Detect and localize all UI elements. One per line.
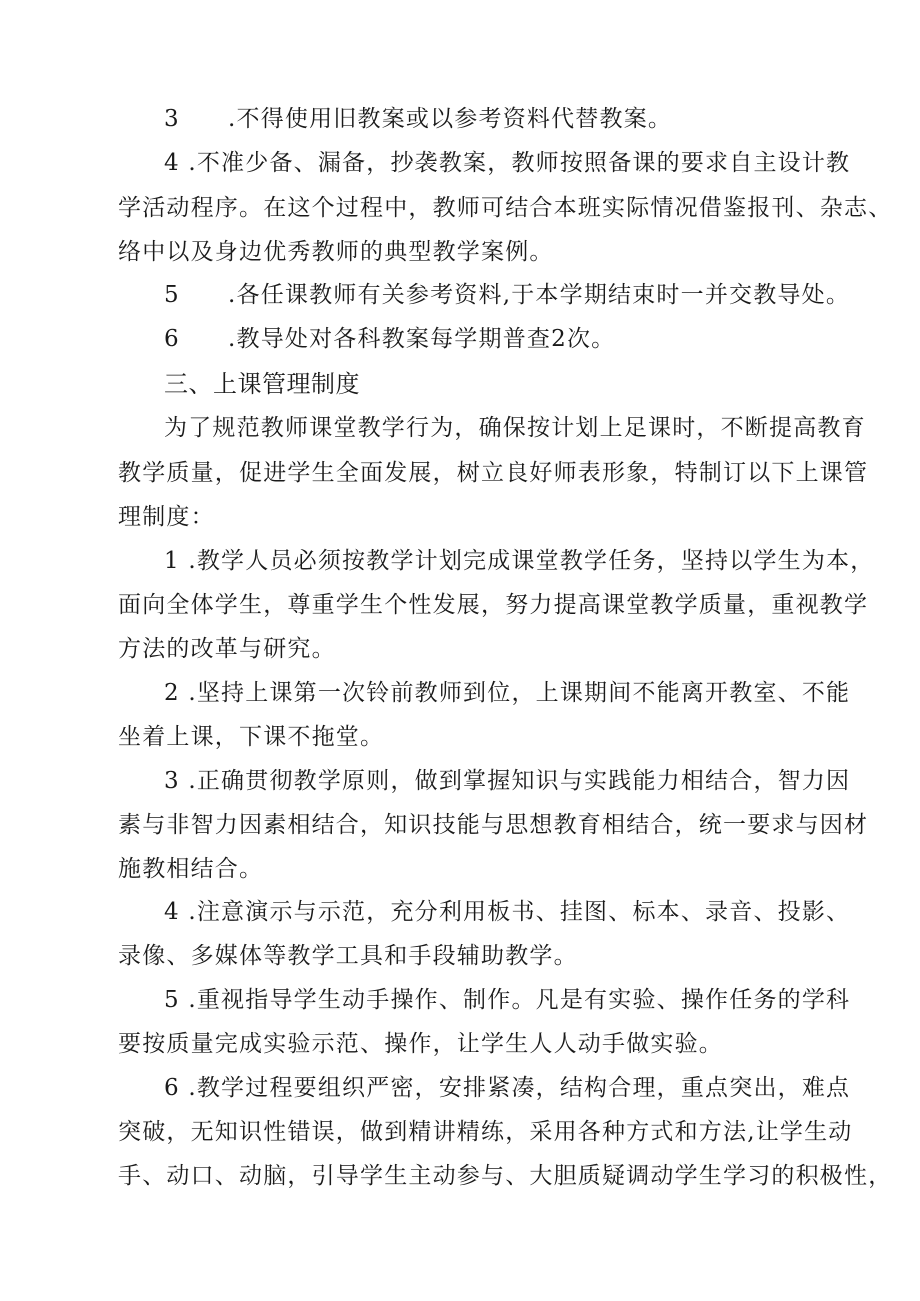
rule-line: 要按质量完成实验示范、操作，让学生人人动手做实验。 (118, 1031, 723, 1057)
rule-line: 2 .坚持上课第一次铃前教师到位，上课期间不能离开教室、不能 (164, 680, 851, 706)
rule-line: 3 .正确贯彻教学原则，做到掌握知识与实践能力相结合，智力因 (164, 768, 851, 794)
rule-line: 素与非智力因素相结合，知识技能与思想教育相结合，统一要求与因材 (118, 812, 869, 838)
rule-line: 1 .教学人员必须按教学计划完成课堂教学任务，坚持以学生为本， (164, 548, 875, 574)
section-heading: 三、上课管理制度 (164, 370, 360, 398)
rule-line: 坐着上课，下课不拖堂。 (118, 724, 385, 750)
paragraph-line: 络中以及身边优秀教师的典型教学案例。 (118, 239, 554, 265)
item-text: .不得使用旧教案或以参考资料代替教案。 (228, 106, 673, 132)
rule-line: 4 .注意演示与示范，充分利用板书、挂图、标本、录音、投影、 (164, 899, 851, 925)
rule-line: 手、动口、动脑，引导学生主动参与、大胆质疑调动学生学习的积极性， (118, 1163, 893, 1189)
item-text: .教导处对各科教案每学期普查2次。 (228, 326, 616, 352)
paragraph-line: 4 .不准少备、漏备，抄袭教案，教师按照备课的要求自主设计教 (164, 150, 851, 176)
paragraph-line: 学活动程序。在这个过程中，教师可结合本班实际情况借鉴报刊、杂志、 (118, 195, 893, 221)
rule-line: 面向全体学生，尊重学生个性发展，努力提高课堂教学质量，重视教学 (118, 592, 869, 618)
rule-line: 录像、多媒体等教学工具和手段辅助教学。 (118, 943, 578, 969)
list-item (164, 104, 672, 134)
rule-line: 方法的改革与研究。 (118, 636, 336, 662)
rule-line: 施教相结合。 (118, 856, 264, 882)
item-number: 5 (164, 282, 180, 308)
rule-line: 突破，无知识性错误，做到精讲精练，采用各种方式和方法,让学生动 (118, 1119, 853, 1145)
list-item (164, 280, 850, 310)
item-number: 6 (164, 326, 180, 352)
rule-line: 5 .重视指导学生动手操作、制作。凡是有实验、操作任务的学科 (164, 987, 851, 1013)
paragraph-line: 为了规范教师课堂教学行为，确保按计划上足课时，不断提高教育 (164, 415, 866, 441)
item-number: 3 (164, 106, 180, 132)
paragraph-line: 理制度： (118, 504, 215, 530)
rule-line: 6 .教学过程要组织严密，安排紧凑，结构合理，重点突出，难点 (164, 1075, 851, 1101)
item-text: .各任课教师有关参考资料,于本学期结束时一并交教导处。 (228, 282, 851, 308)
paragraph-line: 教学质量，促进学生全面发展，树立良好师表形象，特制订以下上课管 (118, 460, 869, 486)
list-item (164, 324, 615, 354)
